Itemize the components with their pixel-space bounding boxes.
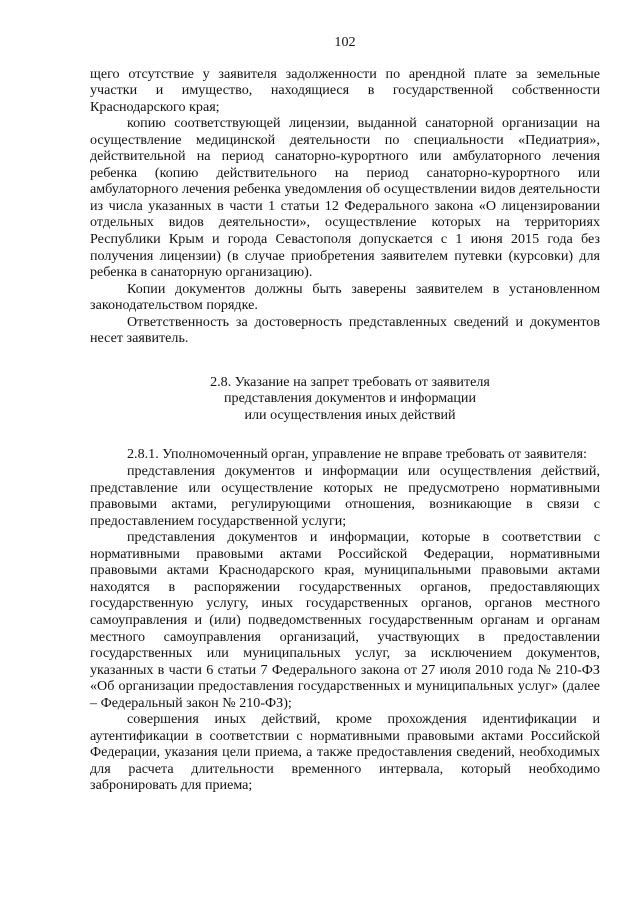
paragraph-documents-not-required: представления документов и информации или осуществления действий, представление или осуществление которых не предусмотрено нормативными правовыми актами, регулирующими отношения, возникающие в связи с предоставлением государственной услуги; [90, 463, 600, 529]
paragraph-2-8-1: 2.8.1. Уполномоченный орган, управление не вправе требовать от заявителя: [127, 446, 587, 463]
paragraph-documents-in-possession: представления документов и информации, которые в соответствии с нормативными правовыми актами Российской Федерации, нормативными правовыми актами Краснодарского края, муниципальными правовыми актами находятся в распоряжении государственных органов, предоставляющих государственную услугу, иных государственных органов, органов местного самоуправления и (или) подведомственных государственным органам и органам местного самоуправления организаций, участвующих в предоставлении государственных или муниципальных услуг, за исключением документов, указанных в части 6 статьи 7 Федерального закона от 27 июля 2010 года № 210-ФЗ «Об организации предоставления государственных и муниципальных услуг» (далее – Федеральный закон № 210-ФЗ); [90, 529, 600, 711]
paragraph-continuation: щего отсутствие у заявителя задолженности по арендной плате за земельные участки и имущество, находящиеся в государственной собственности Краснодарского края; [90, 65, 600, 115]
page-number: 102 [334, 34, 356, 50]
document-page [90, 34, 600, 794]
section-heading-line-2: представления документов и информации [223, 390, 477, 407]
paragraph-copies-certified: Копии документов должны быть заверены заявителем в установленном законодательством порядке. [90, 280, 600, 314]
section-heading-line-1: 2.8. Указание на запрет требовать от заявителя [210, 373, 490, 390]
section-heading-line-3: или осуществления иных действий [244, 406, 456, 423]
paragraph-other-actions: совершения иных действий, кроме прохождения идентификации и аутентификации в соответствии с нормативными правовыми актами Российской Федерации, указания цели приема, а также предоставления сведений, необходимых для расчета длительности временного интервала, который необходимо забронировать для приема; [90, 711, 600, 794]
paragraph-license-copy: копию соответствующей лицензии, выданной санаторной организации на осуществление медицинской деятельности по специальности «Педиатрия», действительной на период санаторно-курортного или амбулаторного лечения ребенка (копию действительного на период санаторно-курортного или амбулаторного лечения ребенка уведомления об осуществлении видов деятельности из числа указанных в части 1 статьи 12 Федерального закона «О лицензировании отдельных видов деятельности», осуществление которых на территориях Республики Крым и города Севастополя допускается с 1 июня 2015 года без получения лицензии) (в случае приобретения заявителем путевки (курсовки) для ребенка в санаторную организацию). [90, 115, 600, 281]
section-heading [90, 374, 600, 424]
paragraph-responsibility: Ответственность за достоверность представленных сведений и документов несет заявитель. [90, 313, 600, 347]
